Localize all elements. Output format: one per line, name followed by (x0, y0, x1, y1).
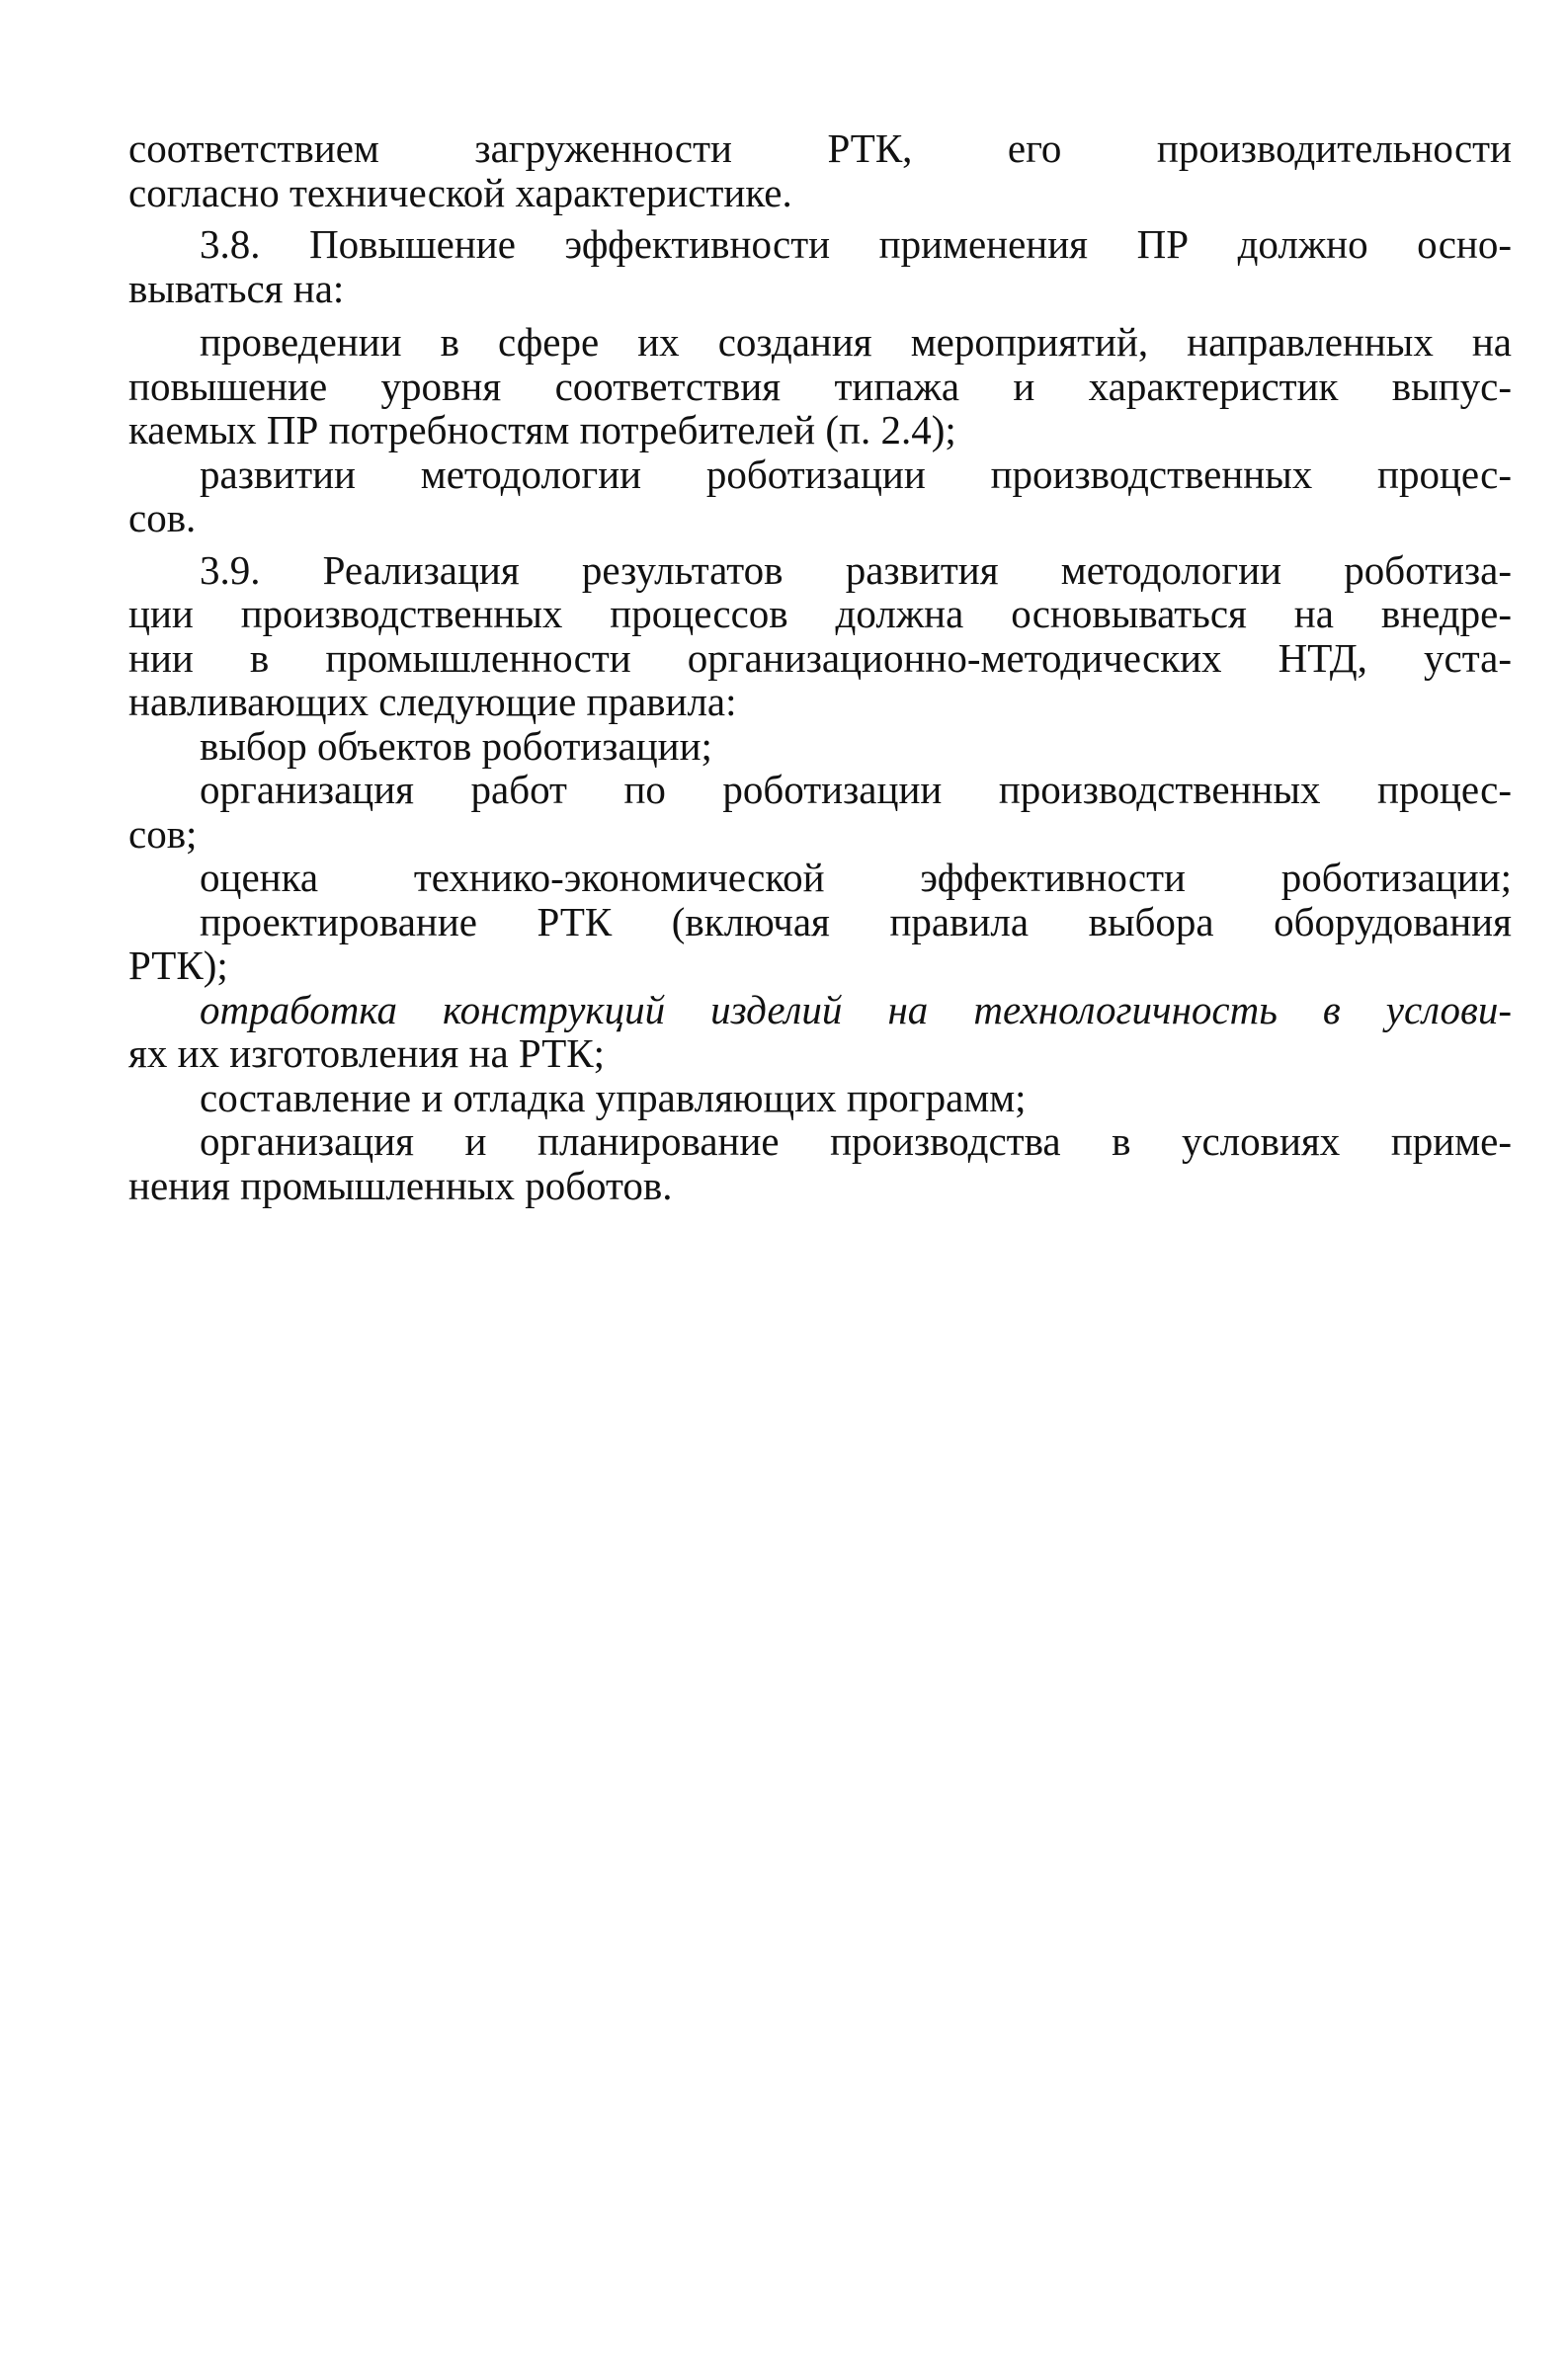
text-line: нии в промышленности организационно-методических НТД, уста- (128, 634, 1512, 681)
text-line: ции производственных процессов должна основываться на внедре- (128, 591, 1512, 636)
text-line: 3.9. Реализация результатов развития методологии роботиза- (200, 546, 1512, 593)
text-line: организация работ по роботизации производственных процес- (200, 767, 1512, 812)
text-line: ях их изготовления на РТК; (128, 1030, 606, 1076)
text-line: оценка технико-экономической эффективности роботизации; (200, 855, 1512, 900)
list-item (128, 452, 1512, 540)
text-line: согласно технической характеристике. (128, 169, 792, 215)
text-line: выбор объектов роботизации; (200, 722, 712, 769)
list-item (128, 900, 1512, 988)
list-item (128, 988, 1512, 1076)
document-page (128, 126, 1512, 1207)
text-line: РТК); (128, 942, 228, 988)
paragraph-3-9 (128, 548, 1512, 724)
paragraph-3-8 (128, 222, 1512, 310)
text-line: проведении в сфере их создания мероприятий, направленных на (200, 319, 1512, 365)
list-item (128, 1119, 1512, 1207)
text-line: составление и отладка управляющих программ; (200, 1074, 1027, 1120)
text-line: сов. (128, 495, 197, 540)
text-line: каемых ПР потребностям потребителей (п. 2.4); (128, 407, 956, 452)
list-item (128, 724, 1512, 769)
text-line: повышение уровня соответствия типажа и характеристик выпус- (128, 363, 1512, 409)
text-line: отработка конструкций изделий на технологичность в услови- (200, 986, 1512, 1032)
text-line: организация и планирование производства в условиях приме- (200, 1118, 1512, 1164)
text-line: 3.8. Повышение эффективности применения ПР должно осно- (200, 221, 1512, 267)
list-item (128, 1076, 1512, 1120)
list-item (128, 856, 1512, 900)
text-line: соответствием загруженности РТК, его производительности (128, 125, 1512, 171)
paragraph-3-7-end (128, 126, 1512, 214)
text-line: навливающих следующие правила: (128, 679, 737, 724)
text-line: проектирование РТК (включая правила выбора оборудования (200, 898, 1512, 944)
list-item (128, 320, 1512, 452)
text-line: сов; (128, 810, 198, 857)
list-item (128, 768, 1512, 856)
text-line: развитии методологии роботизации производственных процес- (200, 451, 1512, 497)
text-line: нения промышленных роботов. (128, 1162, 673, 1208)
text-line: вываться на: (128, 265, 345, 311)
